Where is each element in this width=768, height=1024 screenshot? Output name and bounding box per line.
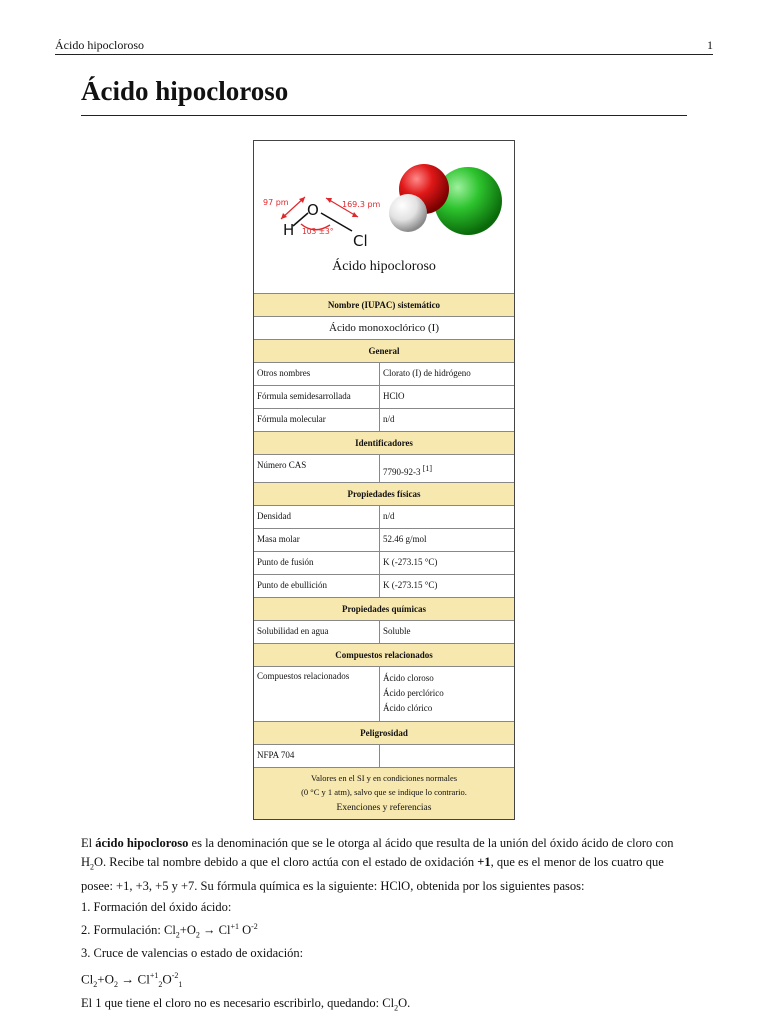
infobox-footer bbox=[254, 768, 514, 819]
row-label: Punto de fusión bbox=[254, 552, 380, 574]
bond-angle-label: 103 ±3° bbox=[302, 227, 334, 236]
list-item: 3. Cruce de valencias o estado de oxidación: bbox=[81, 946, 304, 961]
atom-o-label: O bbox=[307, 201, 319, 219]
iupac-header: Nombre (IUPAC) sistemático bbox=[254, 294, 514, 317]
row-label: Compuestos relacionados bbox=[254, 667, 380, 721]
hazard-header: Peligrosidad bbox=[254, 722, 514, 745]
page-title: Ácido hipocloroso bbox=[81, 76, 687, 116]
table-row bbox=[254, 506, 514, 529]
table-row bbox=[254, 575, 514, 598]
list-item bbox=[81, 917, 687, 945]
identifiers-header: Identificadores bbox=[254, 432, 514, 455]
row-label: Punto de ebullición bbox=[254, 575, 380, 597]
row-label: Masa molar bbox=[254, 529, 380, 551]
row-label: Fórmula molecular bbox=[254, 409, 380, 431]
text-run: , que es el menor de los cuatro que posee: +1, +3, +5 y +7. Su fórmula química es la siguiente: HClO, obtenida por los siguientes pasos: bbox=[81, 855, 664, 893]
text-run: O. bbox=[398, 996, 411, 1011]
table-row bbox=[254, 621, 514, 644]
list-item: 1. Formación del óxido ácido: bbox=[81, 899, 232, 914]
table-row bbox=[254, 745, 514, 768]
table-row bbox=[254, 386, 514, 409]
physical-properties-header: Propiedades físicas bbox=[254, 483, 514, 506]
row-value: Clorato (I) de hidrógeno bbox=[383, 368, 471, 378]
row-value: n/d bbox=[383, 414, 395, 424]
bold-term: ácido hipocloroso bbox=[95, 836, 189, 850]
hydrogen-atom-sphere bbox=[389, 194, 427, 232]
text-run: O. Recibe tal nombre debido a que el cloro actúa con el estado de oxidación bbox=[94, 855, 478, 869]
row-value: 52.46 g/mol bbox=[383, 534, 427, 544]
text-run: es la denominación que se le otorga al ácido que resulta de la unión del óxido ácido de cloro con H bbox=[81, 836, 674, 869]
table-row bbox=[254, 529, 514, 552]
intro-paragraph bbox=[81, 834, 687, 896]
cas-number: 7790-92-3 bbox=[383, 467, 421, 477]
row-value bbox=[380, 667, 514, 721]
exemptions-link[interactable]: Exenciones y referencias bbox=[336, 803, 432, 813]
infobox-caption: Ácido hipocloroso bbox=[332, 259, 436, 274]
table-row bbox=[254, 409, 514, 432]
formula: $Cl_2+O_2 \to Cl^{+1}$ $O^{-2}$ bbox=[163, 921, 258, 940]
atom-cl-label: Cl bbox=[353, 232, 368, 250]
page-number: 1 bbox=[707, 38, 713, 52]
related-compounds-header: Compuestos relacionados bbox=[254, 644, 514, 667]
row-value: K (-273.15 °C) bbox=[383, 557, 438, 567]
table-row bbox=[254, 363, 514, 386]
running-header-title: Ácido hipocloroso bbox=[55, 38, 144, 52]
row-label: Densidad bbox=[254, 506, 380, 528]
iupac-name: Ácido monoxoclórico (I) bbox=[254, 317, 514, 340]
steps-list bbox=[81, 898, 687, 964]
table-row bbox=[254, 552, 514, 575]
related-compound: Ácido clórico bbox=[383, 703, 433, 713]
row-value: HClO bbox=[383, 391, 405, 401]
text-run: El 1 que tiene el cloro no es necesario escribirlo, quedando: Cl bbox=[81, 996, 395, 1011]
footer-note-line: (0 °C y 1 atm), salvo que se indique lo contrario. bbox=[301, 787, 467, 797]
subscript: 2 bbox=[394, 1003, 399, 1013]
row-value: Soluble bbox=[383, 626, 411, 636]
molecule-diagram bbox=[254, 141, 514, 256]
cas-reference-link[interactable]: [1] bbox=[422, 464, 433, 473]
chemical-properties-header: Propiedades químicas bbox=[254, 598, 514, 621]
row-value bbox=[380, 455, 514, 482]
formula-line: $Cl_2+O_2 \to Cl^{+1}_2O^{-2}_1$ bbox=[81, 971, 183, 990]
bond-oh-label: 97 pm bbox=[263, 198, 289, 207]
row-value: n/d bbox=[383, 511, 395, 521]
row-label: Número CAS bbox=[254, 455, 380, 482]
closing-paragraph bbox=[81, 994, 687, 1018]
row-value: K (-273.15 °C) bbox=[383, 580, 438, 590]
table-row bbox=[254, 455, 514, 483]
atom-h-label: H bbox=[283, 221, 295, 239]
row-label: NFPA 704 bbox=[254, 745, 380, 767]
related-compound: Ácido cloroso bbox=[383, 673, 434, 683]
footer-note-line: Valores en el SI y en condiciones normales bbox=[310, 773, 458, 783]
row-label: Fórmula semidesarrollada bbox=[254, 386, 380, 408]
related-compound: Ácido perclórico bbox=[383, 688, 444, 698]
infobox bbox=[253, 140, 515, 820]
row-label: Otros nombres bbox=[254, 363, 380, 385]
article-body bbox=[81, 834, 687, 1018]
text-run: 2. Formulación: bbox=[81, 922, 164, 937]
row-value bbox=[380, 745, 514, 767]
running-header bbox=[55, 38, 713, 55]
bold-term: +1 bbox=[477, 855, 491, 869]
text-run: El bbox=[81, 836, 96, 850]
row-label: Solubilidad en agua bbox=[254, 621, 380, 643]
bond-ocl-label: 169.3 pm bbox=[342, 200, 381, 209]
infobox-image bbox=[254, 141, 514, 294]
general-header: General bbox=[254, 340, 514, 363]
subscript: 2 bbox=[90, 862, 95, 872]
table-row bbox=[254, 667, 514, 722]
